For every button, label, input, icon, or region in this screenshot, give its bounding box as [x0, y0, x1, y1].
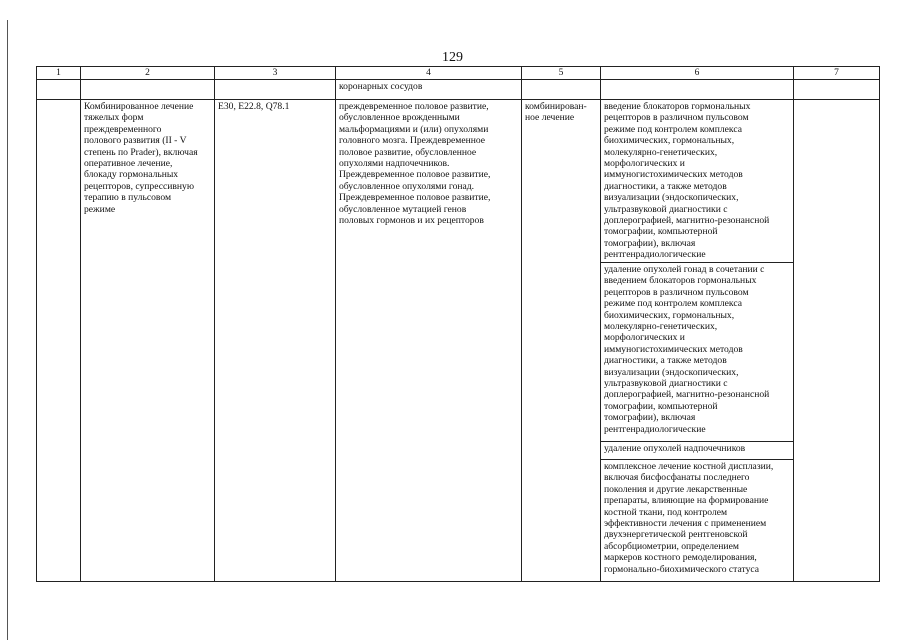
column-number-row [37, 67, 880, 80]
icd-codes: E30, E22.8, Q78.1 [215, 100, 336, 582]
entry-row [37, 100, 880, 263]
treatment-method: комплексное лечение костной дисплазии, включая бисфосфанаты последнего поколения и другие лекарственные препараты, влияющие на формирование костной ткани, под контролем эффективности лечения с применением двухэнергетической рентгеновской абсорбциометрии, определением маркеров костного ремоделирования, гормонально-биохимического статуса [601, 460, 794, 582]
cell-models: коронарных сосудов [336, 80, 522, 100]
treatment-method: введение блокаторов гормональных рецепторов в различном пульсовом режиме под контролем комплекса биохимических, гормональных, молекулярно-генетических, морфологических и иммуногистохимических методов диагностики, а также методов визуализации (эндоскопических, ультразвуковой диагностики с доплерографией, магнитно-резонансной томографии, компьютерной томографии), включая рентгенрадиологические [601, 100, 794, 263]
column-number: 4 [336, 67, 522, 80]
cell-norm [794, 80, 880, 100]
cell-number [37, 80, 81, 100]
cell-norm [794, 100, 880, 582]
treatment-type: комбинирован- ное лечение [522, 100, 601, 582]
patient-models: преждевременное половое развитие, обусловленное врожденными мальформациями и (или) опухолями головного мозга. Преждевременное половое развитие, обусловленное опухолями надпочечников. Преждевременное половое развитие, обусловленное опухолями гонад. Преждевременное половое развитие, обусловленное мутацией генов половых гормонов и их рецепторов [336, 100, 522, 582]
cell-codes [215, 80, 336, 100]
page-number: 129 [442, 50, 463, 65]
scan-margin-line [7, 20, 8, 640]
cell-number [37, 100, 81, 582]
treatment-name: Комбинированное лечение тяжелых форм преждевременного полового развития (II - V степень по Prader), включая оперативное лечение, блокаду гормональных рецепторов, супрессивную терапию в пульсовом режиме [81, 100, 215, 582]
treatment-method: удаление опухолей гонад в сочетании с введением блокаторов гормональных рецепторов в различном пульсовом режиме под контролем комплекса биохимических, гормональных, молекулярно-генетических, морфологических и иммуногистохимических методов диагностики, а также методов визуализации (эндоскопических, ультразвуковой диагностики с доплерографией, магнитно-резонансной томографии, компьютерной томографии), включая рентгенрадиологические [601, 263, 794, 442]
column-number: 2 [81, 67, 215, 80]
treatment-method: удаление опухолей надпочечников [601, 442, 794, 460]
cell-name [81, 80, 215, 100]
column-number: 3 [215, 67, 336, 80]
cell-treatment-type [522, 80, 601, 100]
continuation-row [37, 80, 880, 100]
column-number: 6 [601, 67, 794, 80]
cell-methods [601, 80, 794, 100]
column-number: 7 [794, 67, 880, 80]
column-number: 1 [37, 67, 81, 80]
treatment-table [36, 66, 880, 582]
column-number: 5 [522, 67, 601, 80]
